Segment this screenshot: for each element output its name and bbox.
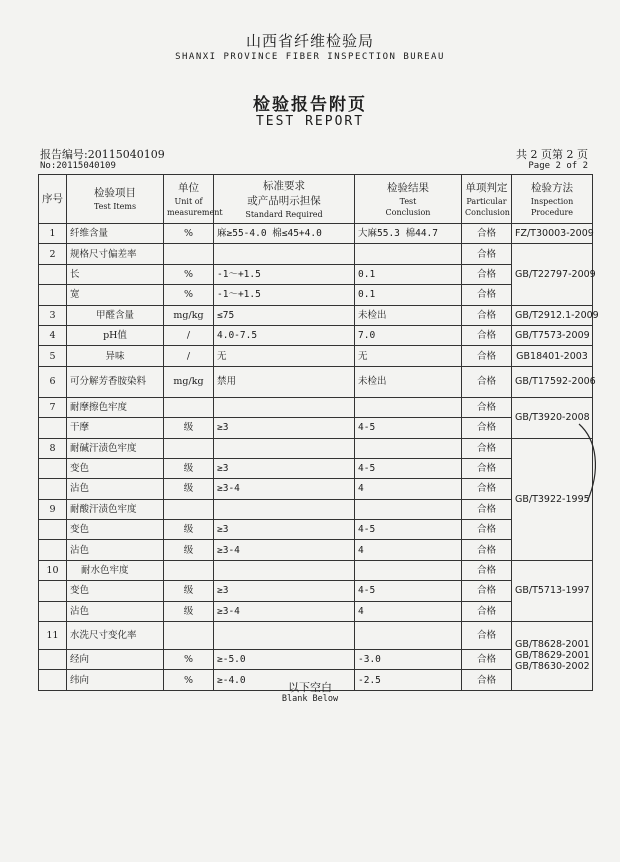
- row-item: 宽: [67, 285, 164, 305]
- row-item: 沾色: [67, 479, 164, 499]
- row-seq: [39, 540, 67, 560]
- row-result: [355, 622, 462, 650]
- row-seq: [39, 458, 67, 478]
- row-item: 耐酸汗渍色牢度: [67, 499, 164, 519]
- row-judgement: 合格: [462, 325, 512, 345]
- table-row: [39, 285, 593, 305]
- table-row: [39, 601, 593, 621]
- row-item: 长: [67, 264, 164, 284]
- row-standard: -1～+1.5: [214, 285, 355, 305]
- row-unit: %: [164, 264, 214, 284]
- row-item: 变色: [67, 458, 164, 478]
- row-judgement: 合格: [462, 540, 512, 560]
- row-judgement: 合格: [462, 244, 512, 264]
- row-result: 4: [355, 540, 462, 560]
- row-item: 变色: [67, 581, 164, 601]
- row-judgement: 合格: [462, 622, 512, 650]
- row-seq: 11: [39, 622, 67, 650]
- table-row: [39, 650, 593, 670]
- row-seq: 1: [39, 224, 67, 244]
- row-standard: 麻≥55-4.0 棉≤45+4.0: [214, 224, 355, 244]
- row-item: 变色: [67, 520, 164, 540]
- report-title-cn: 检验报告附页: [253, 95, 367, 115]
- row-seq: 8: [39, 438, 67, 458]
- row-item: 沾色: [67, 540, 164, 560]
- row-judgement: 合格: [462, 581, 512, 601]
- row-method: GB/T22797-2009: [512, 244, 593, 305]
- row-seq: [39, 581, 67, 601]
- row-unit: mg/kg: [164, 366, 214, 397]
- row-judgement: 合格: [462, 224, 512, 244]
- row-standard: ≥3-4: [214, 479, 355, 499]
- row-item: 规格尺寸偏差率: [67, 244, 164, 264]
- row-standard: [214, 622, 355, 650]
- row-result: [355, 560, 462, 580]
- row-seq: [39, 264, 67, 284]
- row-unit: [164, 499, 214, 519]
- row-standard: [214, 499, 355, 519]
- blank-below-en: Blank Below: [281, 694, 339, 704]
- row-unit: mg/kg: [164, 305, 214, 325]
- row-unit: %: [164, 670, 214, 690]
- row-seq: 3: [39, 305, 67, 325]
- table-row: [39, 540, 593, 560]
- row-unit: 级: [164, 418, 214, 438]
- row-unit: 级: [164, 458, 214, 478]
- table-row: [39, 520, 593, 540]
- row-standard: [214, 244, 355, 264]
- row-item: 干摩: [67, 418, 164, 438]
- row-standard: -1～+1.5: [214, 264, 355, 284]
- row-standard: 4.0-7.5: [214, 325, 355, 345]
- row-seq: 7: [39, 397, 67, 417]
- row-result: [355, 244, 462, 264]
- row-judgement: 合格: [462, 264, 512, 284]
- row-standard: ≥3: [214, 520, 355, 540]
- row-result: 0.1: [355, 285, 462, 305]
- table-row: [39, 244, 593, 264]
- row-result: [355, 397, 462, 417]
- row-result: 未检出: [355, 366, 462, 397]
- organization-name-en: SHANXI PROVINCE FIBER INSPECTION BUREAU: [175, 52, 445, 62]
- row-result: 4-5: [355, 581, 462, 601]
- row-method: GB/T3922-1995: [512, 438, 593, 560]
- row-result: 无: [355, 346, 462, 366]
- blank-below-cn: 以下空白: [288, 681, 332, 694]
- row-judgement: 合格: [462, 418, 512, 438]
- row-result: -2.5: [355, 670, 462, 690]
- row-result: 大麻55.3 棉44.7: [355, 224, 462, 244]
- row-item: 异味: [67, 346, 164, 366]
- row-result: 0.1: [355, 264, 462, 284]
- row-judgement: 合格: [462, 499, 512, 519]
- row-result: 4-5: [355, 418, 462, 438]
- row-result: 未检出: [355, 305, 462, 325]
- row-seq: [39, 650, 67, 670]
- row-result: [355, 499, 462, 519]
- pen-mark-icon: [575, 420, 605, 510]
- table-row: [39, 346, 593, 366]
- row-result: 4: [355, 479, 462, 499]
- table-row: [39, 438, 593, 458]
- row-item: 纤维含量: [67, 224, 164, 244]
- row-seq: [39, 479, 67, 499]
- method-line: GB/T8629-2001: [515, 650, 590, 662]
- row-item: 甲醛含量: [67, 305, 164, 325]
- row-judgement: 合格: [462, 285, 512, 305]
- row-seq: 2: [39, 244, 67, 264]
- row-item: pH值: [67, 325, 164, 345]
- row-standard: 禁用: [214, 366, 355, 397]
- table-row: [39, 325, 593, 345]
- method-line: GB/T8630-2002: [515, 661, 590, 673]
- row-method: GB/T17592-2006: [512, 366, 593, 397]
- row-unit: 级: [164, 581, 214, 601]
- row-seq: [39, 520, 67, 540]
- row-standard: [214, 560, 355, 580]
- row-standard: ≥-4.0: [214, 670, 355, 690]
- row-item: 纬向: [67, 670, 164, 690]
- row-result: 7.0: [355, 325, 462, 345]
- row-standard: ≤75: [214, 305, 355, 325]
- table-row: [39, 499, 593, 519]
- row-judgement: 合格: [462, 397, 512, 417]
- table-row: [39, 622, 593, 650]
- table-row: [39, 581, 593, 601]
- row-judgement: 合格: [462, 305, 512, 325]
- row-unit: [164, 438, 214, 458]
- table-row: [39, 418, 593, 438]
- table-row: [39, 366, 593, 397]
- row-unit: [164, 397, 214, 417]
- row-standard: ≥3: [214, 458, 355, 478]
- row-item: 耐摩擦色牢度: [67, 397, 164, 417]
- row-standard: ≥3-4: [214, 601, 355, 621]
- row-standard: [214, 397, 355, 417]
- row-seq: [39, 601, 67, 621]
- row-unit: [164, 622, 214, 650]
- page-indicator-cn: 共 2 页第 2 页: [516, 148, 588, 161]
- column-header-unit: 单位 Unit of measurement: [164, 175, 214, 224]
- row-seq: 5: [39, 346, 67, 366]
- row-unit: 级: [164, 601, 214, 621]
- report-number-cn: 报告编号:20115040109: [40, 148, 165, 161]
- row-standard: ≥3: [214, 418, 355, 438]
- results-table: [38, 174, 599, 691]
- organization-name-cn: 山西省纤维检验局: [245, 32, 374, 50]
- row-unit: /: [164, 346, 214, 366]
- row-standard: [214, 438, 355, 458]
- row-judgement: 合格: [462, 366, 512, 397]
- method-line: GB/T8628-2001: [515, 639, 590, 651]
- table-row: [39, 560, 593, 580]
- row-standard: ≥3-4: [214, 540, 355, 560]
- column-header-item: 检验项目 Test Items: [67, 175, 164, 224]
- table-row: [39, 224, 593, 244]
- row-judgement: 合格: [462, 560, 512, 580]
- column-header-standard: 标准要求 或产品明示担保 Standard Required: [214, 175, 355, 224]
- row-unit: %: [164, 285, 214, 305]
- row-method: GB/T2912.1-2009: [512, 305, 593, 325]
- row-seq: 9: [39, 499, 67, 519]
- table-row: [39, 305, 593, 325]
- row-judgement: 合格: [462, 601, 512, 621]
- row-result: -3.0: [355, 650, 462, 670]
- row-result: [355, 438, 462, 458]
- column-header-judgement: 单项判定 Particular Conclusion: [462, 175, 512, 224]
- row-seq: [39, 418, 67, 438]
- table-row: [39, 479, 593, 499]
- row-item: 可分解芳香胺染料: [67, 366, 164, 397]
- row-seq: [39, 285, 67, 305]
- row-judgement: 合格: [462, 346, 512, 366]
- table-row: [39, 264, 593, 284]
- row-result: 4-5: [355, 520, 462, 540]
- row-item: 耐碱汗渍色牢度: [67, 438, 164, 458]
- row-judgement: 合格: [462, 479, 512, 499]
- row-unit: [164, 560, 214, 580]
- row-unit: 级: [164, 520, 214, 540]
- row-judgement: 合格: [462, 438, 512, 458]
- column-header-method: 检验方法 Inspection Procedure: [512, 175, 593, 224]
- column-header-result: 检验结果 Test Conclusion: [355, 175, 462, 224]
- row-method: GB/T5713-1997: [512, 560, 593, 621]
- row-judgement: 合格: [462, 670, 512, 690]
- row-unit: [164, 244, 214, 264]
- page-indicator-en: Page 2 of 2: [528, 161, 588, 171]
- table-header-row: [39, 175, 593, 224]
- row-unit: %: [164, 224, 214, 244]
- row-method: GB/T7573-2009: [512, 325, 593, 345]
- row-seq: 6: [39, 366, 67, 397]
- row-standard: ≥-5.0: [214, 650, 355, 670]
- row-judgement: 合格: [462, 650, 512, 670]
- report-title-en: TEST REPORT: [255, 114, 365, 129]
- row-standard: 无: [214, 346, 355, 366]
- row-result: 4: [355, 601, 462, 621]
- row-item: 耐水色牢度: [67, 560, 164, 580]
- table-row: [39, 458, 593, 478]
- row-item: 经向: [67, 650, 164, 670]
- row-method: GB18401-2003: [512, 346, 593, 366]
- row-standard: ≥3: [214, 581, 355, 601]
- report-number-en: No:20115040109: [40, 161, 116, 171]
- row-judgement: 合格: [462, 458, 512, 478]
- row-unit: 级: [164, 540, 214, 560]
- row-item: 水洗尺寸变化率: [67, 622, 164, 650]
- row-seq: 10: [39, 560, 67, 580]
- row-judgement: 合格: [462, 520, 512, 540]
- row-unit: %: [164, 650, 214, 670]
- row-item: 沾色: [67, 601, 164, 621]
- row-method: FZ/T30003-2009: [512, 224, 593, 244]
- row-result: 4-5: [355, 458, 462, 478]
- column-header-seq: 序号: [39, 175, 67, 224]
- table-row: [39, 397, 593, 417]
- row-unit: 级: [164, 479, 214, 499]
- row-unit: /: [164, 325, 214, 345]
- row-method: GB/T3920-2008: [512, 397, 593, 438]
- row-seq: 4: [39, 325, 67, 345]
